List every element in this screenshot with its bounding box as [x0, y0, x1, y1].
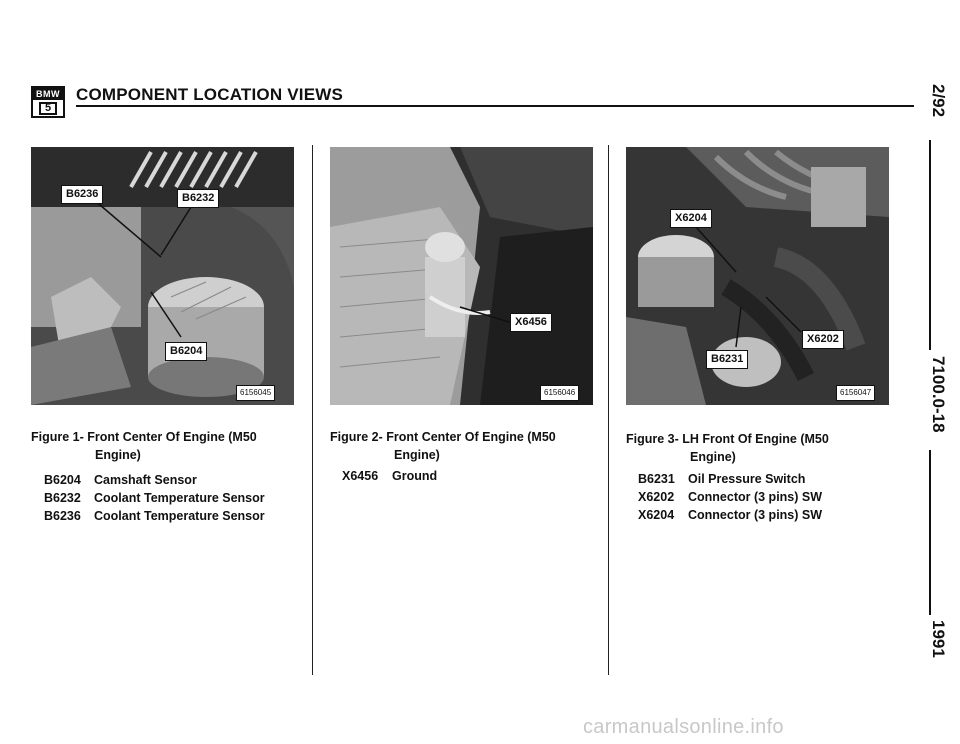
callout-b6236: B6236 — [61, 185, 103, 204]
legend-desc: Coolant Temperature Sensor — [94, 491, 265, 505]
figure-1-title-line2: Engine) — [95, 448, 141, 462]
legend-item — [44, 471, 265, 489]
legend-desc: Camshaft Sensor — [94, 473, 197, 487]
callout-x6456: X6456 — [510, 313, 552, 332]
figure-2-label: Figure 2- — [330, 430, 383, 444]
figure-3-caption — [626, 430, 829, 448]
legend-code: B6232 — [44, 491, 81, 505]
margin-date: 2/92 — [929, 84, 948, 118]
figure-3-label: Figure 3- — [626, 432, 679, 446]
legend-item — [44, 489, 265, 507]
margin-page-number: 7100.0-18 — [929, 356, 948, 433]
margin-rule-3 — [929, 450, 931, 615]
legend-item — [44, 507, 265, 525]
photo-number: 6156047 — [836, 385, 875, 401]
legend-item — [638, 488, 822, 506]
legend-item — [638, 506, 822, 524]
callout-x6204: X6204 — [670, 209, 712, 228]
figure-3-photo — [626, 147, 889, 405]
legend-code: B6204 — [44, 473, 81, 487]
figure-2-photo — [330, 147, 593, 405]
bmw-5-logo — [31, 86, 65, 118]
header-rule — [76, 105, 914, 107]
column-divider-2 — [608, 145, 609, 675]
margin-year: 1991 — [929, 620, 948, 658]
legend-desc: Connector (3 pins) SW — [688, 490, 823, 504]
figure-3-title-line1: LH Front Of Engine (M50 — [682, 432, 829, 446]
legend-desc: Coolant Temperature Sensor — [94, 509, 265, 523]
figure-1-legend — [44, 471, 265, 525]
legend-code: X6456 — [342, 469, 379, 483]
figure-3-title-line2: Engine) — [690, 450, 736, 464]
figure-2-caption — [330, 428, 556, 446]
legend-item — [638, 470, 822, 488]
legend-desc: Ground — [392, 469, 438, 483]
callout-b6231: B6231 — [706, 350, 748, 369]
legend-code: X6204 — [638, 508, 675, 522]
callout-x6202: X6202 — [802, 330, 844, 349]
margin-rule-2 — [929, 200, 931, 350]
page-title: COMPONENT LOCATION VIEWS — [76, 85, 344, 104]
logo-brand: BMW — [33, 88, 63, 100]
figure-3-legend — [638, 470, 822, 524]
callout-b6232: B6232 — [177, 189, 219, 208]
legend-code: B6236 — [44, 509, 81, 523]
figure-1-photo — [31, 147, 294, 405]
legend-item — [342, 467, 437, 485]
figure-2-engine-illustration — [330, 147, 593, 405]
photo-number: 6156045 — [236, 385, 275, 401]
legend-desc: Connector (3 pins) SW — [688, 508, 823, 522]
figure-1-caption — [31, 428, 257, 446]
figure-1-title-line1: Front Center Of Engine (M50 — [87, 430, 257, 444]
column-divider-1 — [312, 145, 313, 675]
figure-3-engine-illustration — [626, 147, 889, 405]
callout-b6204: B6204 — [165, 342, 207, 361]
legend-code: B6231 — [638, 472, 675, 486]
figure-1-label: Figure 1- — [31, 430, 84, 444]
figure-2-legend — [342, 467, 437, 485]
figure-2-title-line1: Front Center Of Engine (M50 — [386, 430, 556, 444]
watermark-text: carmanualsonline.info — [583, 716, 784, 738]
legend-desc: Oil Pressure Switch — [688, 472, 806, 486]
photo-number: 6156046 — [540, 385, 579, 401]
margin-rule-1 — [929, 140, 931, 200]
legend-code: X6202 — [638, 490, 675, 504]
figure-2-title-line2: Engine) — [394, 448, 440, 462]
logo-series: 5 — [39, 102, 57, 115]
